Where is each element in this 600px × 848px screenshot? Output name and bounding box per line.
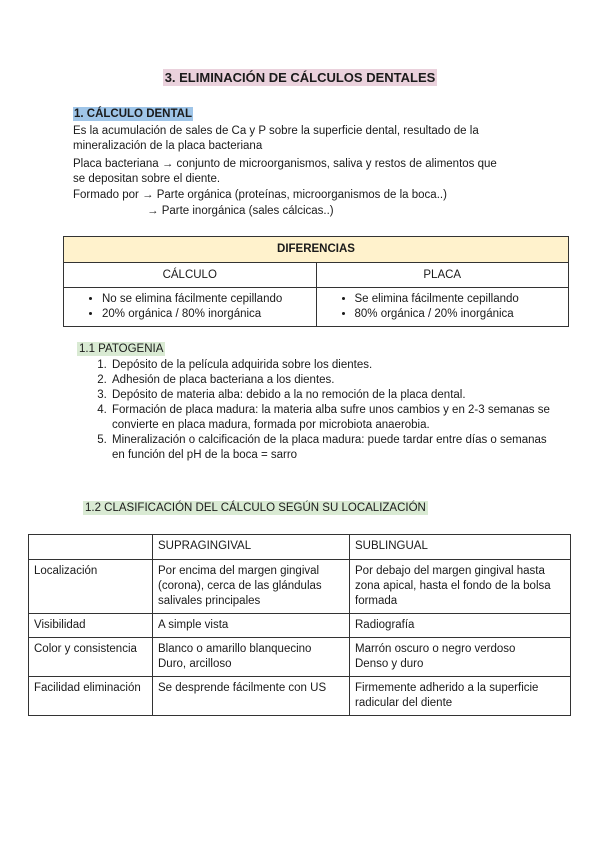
list-item: • No se elimina fácilmente cepillando bbox=[102, 292, 310, 307]
table-row-label: Localización bbox=[29, 560, 153, 614]
table-row-label: Visibilidad bbox=[29, 614, 153, 638]
list-item: 1. Depósito de la película adquirida sobre los dientes. bbox=[110, 358, 550, 373]
paragraph-line: Placa bacteriana → conjunto de microorganismos, saliva y restos de alimentos que bbox=[73, 158, 497, 170]
table-cell: Firmemente adherido a la superficie radicular del diente bbox=[350, 677, 571, 716]
table-row bbox=[29, 535, 571, 560]
table-row-label: Color y consistencia bbox=[29, 638, 153, 677]
list-item: • 20% orgánica / 80% inorgánica bbox=[102, 307, 310, 322]
paragraph-line: → Parte inorgánica (sales cálcicas..) bbox=[147, 205, 334, 217]
calculo-cell bbox=[64, 288, 317, 327]
table-cell: Se desprende fácilmente con US bbox=[153, 677, 350, 716]
table-cell: Radiografía bbox=[350, 614, 571, 638]
paragraph-line: Es la acumulación de sales de Ca y P sobre la superficie dental, resultado de la bbox=[73, 125, 479, 137]
table-cell: Por debajo del margen gingival hasta zona apical, hasta el fondo de la bolsa formada bbox=[350, 560, 571, 614]
table-row bbox=[29, 677, 571, 716]
list-item: 4. Formación de placa madura: la materia alba sufre unos cambios y en 2-3 semanas se convierte en placa madura, formada por microbiota anaerobia. bbox=[110, 403, 550, 433]
differences-table bbox=[63, 236, 569, 327]
column-header-calculo: CÁLCULO bbox=[64, 263, 317, 288]
table-cell: Marrón oscuro o negro verdoso Denso y duro bbox=[350, 638, 571, 677]
table-row bbox=[29, 614, 571, 638]
section-heading-clasificacion: 1.2 CLASIFICACIÓN DEL CÁLCULO SEGÚN SU LOCALIZACIÓN bbox=[85, 502, 426, 514]
column-header-placa: PLACA bbox=[316, 263, 569, 288]
page-title bbox=[0, 70, 600, 87]
table-cell: Blanco o amarillo blanquecino Duro, arcilloso bbox=[153, 638, 350, 677]
table-header-cell bbox=[29, 535, 153, 560]
table-header-cell: SUPRAGINGIVAL bbox=[153, 535, 350, 560]
list-item: 3. Depósito de materia alba: debido a la no remoción de la placa dental. bbox=[110, 388, 550, 403]
table-row bbox=[29, 638, 571, 677]
table-cell: A simple vista bbox=[153, 614, 350, 638]
patogenia-list bbox=[90, 358, 550, 463]
classification-table bbox=[28, 534, 571, 716]
differences-header: DIFERENCIAS bbox=[64, 237, 569, 263]
table-row-label: Facilidad eliminación bbox=[29, 677, 153, 716]
paragraph-line: mineralización de la placa bacteriana bbox=[73, 140, 263, 152]
table-cell: Por encima del margen gingival (corona), cerca de las glándulas salivales principales bbox=[153, 560, 350, 614]
list-item: • Se elimina fácilmente cepillando bbox=[355, 292, 563, 307]
section-heading-patogenia: 1.1 PATOGENIA bbox=[79, 343, 164, 355]
list-item: • 80% orgánica / 20% inorgánica bbox=[355, 307, 563, 322]
list-item: 5. Mineralización o calcificación de la placa madura: puede tardar entre días o semanas en función del pH de la boca = sarro bbox=[110, 433, 550, 463]
list-item: 2. Adhesión de placa bacteriana a los dientes. bbox=[110, 373, 550, 388]
placa-cell bbox=[316, 288, 569, 327]
paragraph-line: Formado por → Parte orgánica (proteínas, microorganismos de la boca..) bbox=[73, 189, 447, 201]
table-row bbox=[29, 560, 571, 614]
table-header-cell: SUBLINGUAL bbox=[350, 535, 571, 560]
section-heading-calculo-dental: 1. CÁLCULO DENTAL bbox=[74, 108, 192, 120]
page-title-text: 3. ELIMINACIÓN DE CÁLCULOS DENTALES bbox=[164, 70, 436, 85]
paragraph-line: se depositan sobre el diente. bbox=[73, 173, 221, 185]
